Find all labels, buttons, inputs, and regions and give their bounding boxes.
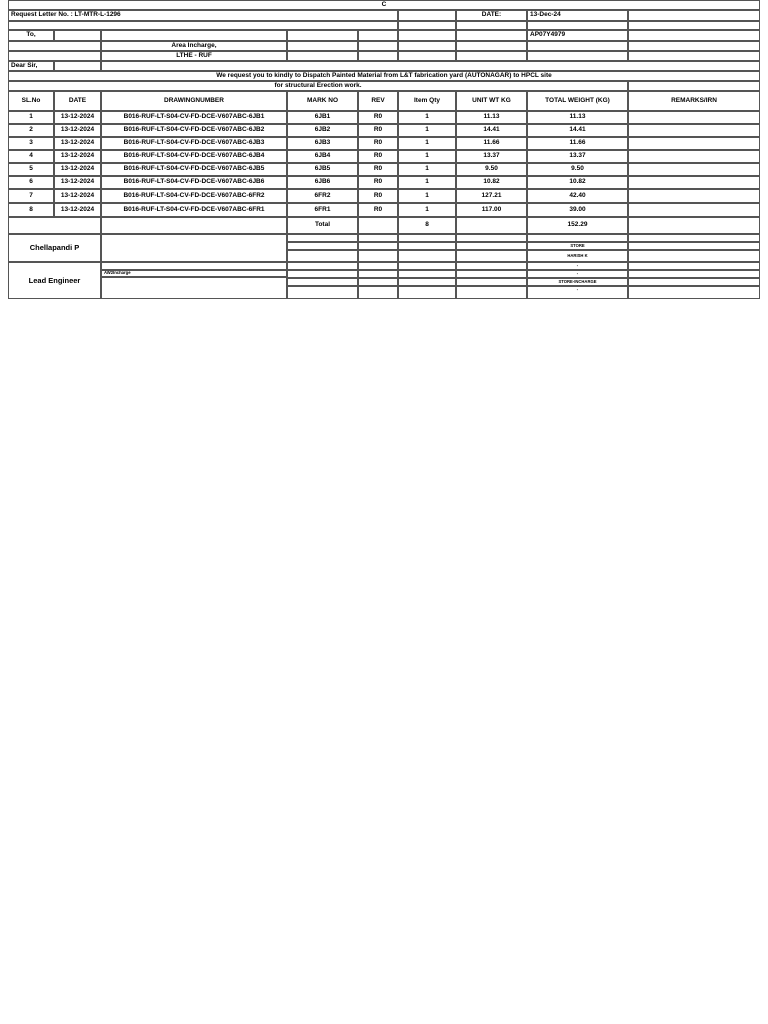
cell-unit-wt: 127.21 [456,189,527,203]
cell-rev: R0 [358,163,398,176]
request-text-line-2: for structural Erection work. [8,81,628,91]
date-value: 13-Dec-24 [527,10,628,21]
cell-rev: R0 [358,203,398,217]
cell-sl-no: 6 [8,176,54,189]
cell-total-weight: 11.66 [527,137,628,150]
cell-total-weight: 10.82 [527,176,628,189]
col-header-rev: REV [358,91,398,111]
cell-item-qty: 1 [398,163,456,176]
cell-rev: R0 [358,176,398,189]
cell-drawing-number: B016-RUF-LT-S04-CV-FD-DCE-V607ABC-6JB5 [101,163,287,176]
cell-rev: R0 [358,150,398,163]
cell-sl-no: 7 [8,189,54,203]
store-incharge-label: STORE-INCHARGE [527,278,628,286]
cell-total-weight: 14.41 [527,124,628,137]
cell-mark-no: 6FR1 [287,203,358,217]
store-dash-2: - [527,270,628,278]
cell-total-weight: 9.50 [527,163,628,176]
cell-drawing-number: B016-RUF-LT-S04-CV-FD-DCE-V607ABC-6JB4 [101,150,287,163]
cell-sl-no: 8 [8,203,54,217]
cell-item-qty: 1 [398,203,456,217]
cell-remarks [628,163,760,176]
cell-unit-wt: 13.37 [456,150,527,163]
date-label: DATE: [456,10,527,21]
cell-item-qty: 1 [398,124,456,137]
cell-item-qty: 1 [398,176,456,189]
vehicle-number: AP07Y4979 [527,30,628,41]
total-qty: 8 [398,217,456,234]
address-line-2: LTHE - RUF [101,51,287,61]
total-weight: 152.29 [527,217,628,234]
cell-mark-no: 6FR2 [287,189,358,203]
cell-mark-no: 6JB3 [287,137,358,150]
col-header-drawing-number: DRAWINGNUMBER [101,91,287,111]
cell-drawing-number: B016-RUF-LT-S04-CV-FD-DCE-V607ABC-6JB3 [101,137,287,150]
cell-date: 13-12-2024 [54,163,101,176]
cell-unit-wt: 10.82 [456,176,527,189]
cell-rev: R0 [358,124,398,137]
cell-date: 13-12-2024 [54,203,101,217]
engineer-designation: Lead Engineer [8,262,101,299]
cell-date: 13-12-2024 [54,150,101,163]
cell-sl-no: 1 [8,111,54,124]
cell-sl-no: 2 [8,124,54,137]
engineer-name: Chellapandi P [8,234,101,262]
cell-mark-no: 6JB2 [287,124,358,137]
cell-drawing-number: B016-RUF-LT-S04-CV-FD-DCE-V607ABC-6JB2 [101,124,287,137]
cell-item-qty: 1 [398,150,456,163]
col-header-unit-wt: UNIT WT KG [456,91,527,111]
cell-unit-wt: 11.13 [456,111,527,124]
address-line-1: Area Incharge, [101,41,287,51]
cell-date: 13-12-2024 [54,124,101,137]
request-letter-number: Request Letter No. : LT-MTR-L-1296 [8,10,398,21]
aw-incharge-label: AW2Incharge [101,270,287,277]
cell-unit-wt: 117.00 [456,203,527,217]
cell-total-weight: 42.40 [527,189,628,203]
cell-total-weight: 39.00 [527,203,628,217]
cell-rev: R0 [358,111,398,124]
cell-remarks [628,111,760,124]
total-label: Total [287,217,358,234]
store-person: HARISH K [527,250,628,262]
cell-remarks [628,124,760,137]
cell-sl-no: 5 [8,163,54,176]
col-header-mark-no: MARK NO [287,91,358,111]
cell-mark-no: 6JB1 [287,111,358,124]
cell-remarks [628,189,760,203]
col-header-total-weight: TOTAL WEIGHT (KG) [527,91,628,111]
store-dash-1: - [527,262,628,270]
cell-sl-no: 4 [8,150,54,163]
cell-unit-wt: 9.50 [456,163,527,176]
request-text-line-1: We request you to kindly to Dispatch Painted Material from L&T fabrication yard (AUTONAGAR) to HPCL site [8,71,760,81]
store-dash-3: - [527,286,628,299]
salutation: Dear Sir, [8,61,54,71]
cell-drawing-number: B016-RUF-LT-S04-CV-FD-DCE-V607ABC-6FR1 [101,203,287,217]
cell-drawing-number: B016-RUF-LT-S04-CV-FD-DCE-V607ABC-6JB1 [101,111,287,124]
cell-item-qty: 1 [398,189,456,203]
cell-total-weight: 11.13 [527,111,628,124]
cell-remarks [628,150,760,163]
to-label: To, [8,30,54,41]
cell-item-qty: 1 [398,137,456,150]
cell-mark-no: 6JB4 [287,150,358,163]
cell-drawing-number: B016-RUF-LT-S04-CV-FD-DCE-V607ABC-6JB6 [101,176,287,189]
cell-drawing-number: B016-RUF-LT-S04-CV-FD-DCE-V607ABC-6FR2 [101,189,287,203]
cell-date: 13-12-2024 [54,176,101,189]
store-label: STORE [527,242,628,250]
col-header-remarks: REMARKS/IRN [628,91,760,111]
cell-rev: R0 [358,189,398,203]
cell-remarks [628,203,760,217]
cell-unit-wt: 14.41 [456,124,527,137]
cell-date: 13-12-2024 [54,137,101,150]
cell-remarks [628,137,760,150]
col-header-sl-no: SL.No [8,91,54,111]
col-header-item-qty: Item Qty [398,91,456,111]
cell-mark-no: 6JB5 [287,163,358,176]
cell-total-weight: 13.37 [527,150,628,163]
cell-sl-no: 3 [8,137,54,150]
cell-item-qty: 1 [398,111,456,124]
cell-mark-no: 6JB6 [287,176,358,189]
cell-remarks [628,176,760,189]
cell-date: 13-12-2024 [54,189,101,203]
cell-unit-wt: 11.66 [456,137,527,150]
col-header-date: DATE [54,91,101,111]
cell-date: 13-12-2024 [54,111,101,124]
sheet-title: C [8,0,760,10]
cell-rev: R0 [358,137,398,150]
